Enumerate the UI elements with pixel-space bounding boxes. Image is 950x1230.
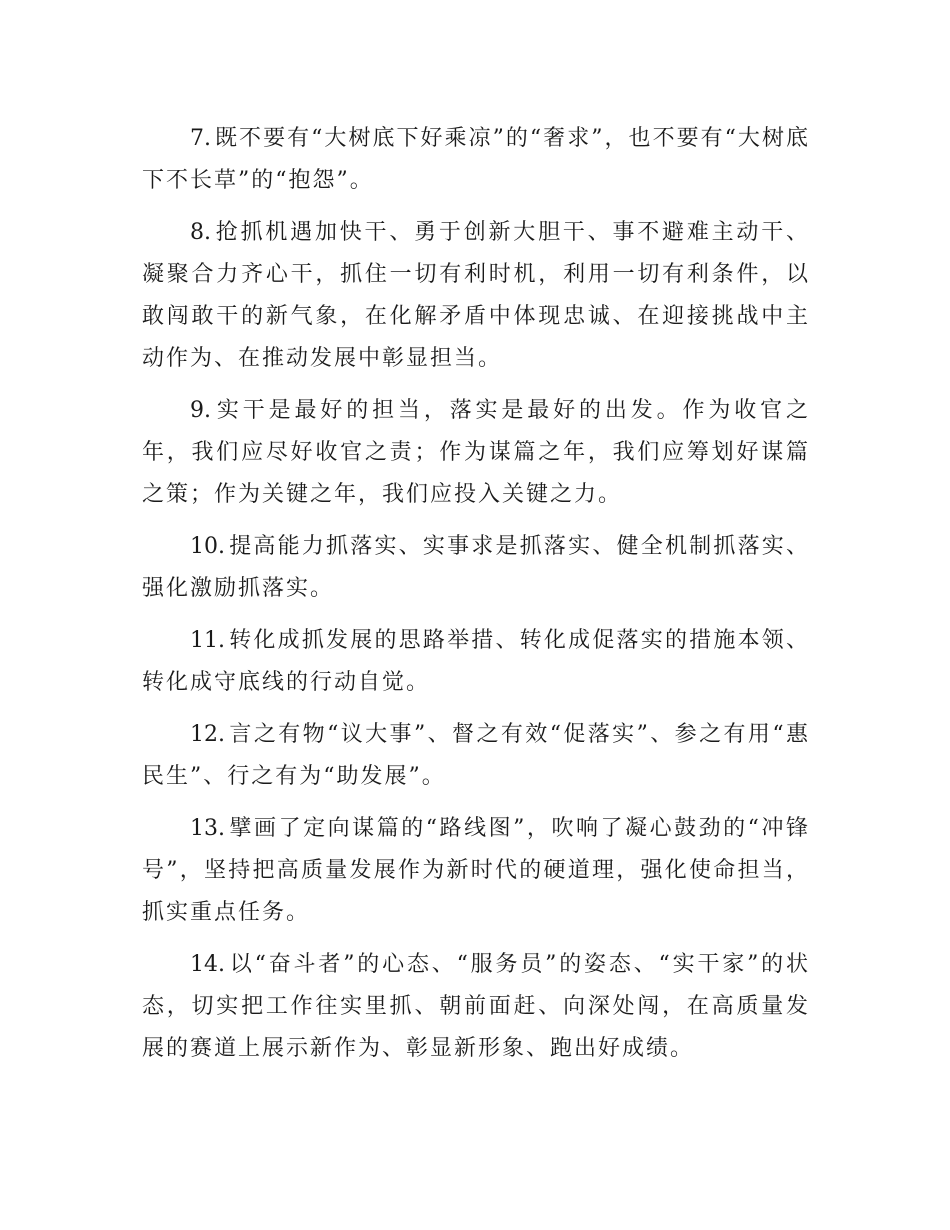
paragraph-12 (142, 714, 810, 798)
paragraph-text: 实干是最好的担当，落实是最好的出发。作为收官之年，我们应尽好收官之责；作为谋篇之年，我们应筹划好谋篇之策；作为关键之年，我们应投入关键之力。 (142, 398, 810, 507)
paragraph-8 (142, 212, 810, 380)
paragraph-number: 12. (190, 722, 225, 747)
paragraph-number: 11. (190, 628, 225, 653)
paragraph-9 (142, 390, 810, 516)
paragraph-text: 以“奋斗者”的心态、“服务员”的姿态、“实干家”的状态，切实把工作往实里抓、朝前面赶、向深处闯，在高质量发展的赛道上展示新作为、彰显新形象、跑出好成绩。 (142, 952, 810, 1061)
paragraph-7 (142, 118, 810, 202)
paragraph-11 (142, 620, 810, 704)
paragraph-number: 13. (190, 816, 225, 841)
paragraph-number: 14. (190, 952, 225, 977)
paragraph-10 (142, 526, 810, 610)
paragraph-text: 抢抓机遇加快干、勇于创新大胆干、事不避难主动干、凝聚合力齐心干，抓住一切有利时机，利用一切有利条件，以敢闯敢干的新气象，在化解矛盾中体现忠诚、在迎接挑战中主动作为、在推动发展中彰显担当。 (142, 220, 810, 371)
paragraph-number: 7. (190, 126, 211, 151)
paragraph-text: 擘画了定向谋篇的“路线图”，吹响了凝心鼓劲的“冲锋号”，坚持把高质量发展作为新时代的硬道理，强化使命担当，抓实重点任务。 (142, 816, 810, 925)
paragraph-text: 转化成抓发展的思路举措、转化成促落实的措施本领、转化成守底线的行动自觉。 (142, 628, 810, 695)
paragraph-text: 既不要有“大树底下好乘凉”的“奢求”，也不要有“大树底下不长草”的“抱怨”。 (142, 126, 810, 193)
paragraph-text: 言之有物“议大事”、督之有效“促落实”、参之有用“惠民生”、行之有为“助发展”。 (142, 722, 810, 789)
paragraph-text: 提高能力抓落实、实事求是抓落实、健全机制抓落实、强化激励抓落实。 (142, 534, 810, 601)
paragraph-14 (142, 944, 810, 1070)
paragraph-number: 10. (190, 534, 225, 559)
paragraph-number: 9. (190, 398, 211, 423)
paragraph-number: 8. (190, 220, 211, 245)
document-body (142, 118, 810, 1080)
paragraph-13 (142, 808, 810, 934)
